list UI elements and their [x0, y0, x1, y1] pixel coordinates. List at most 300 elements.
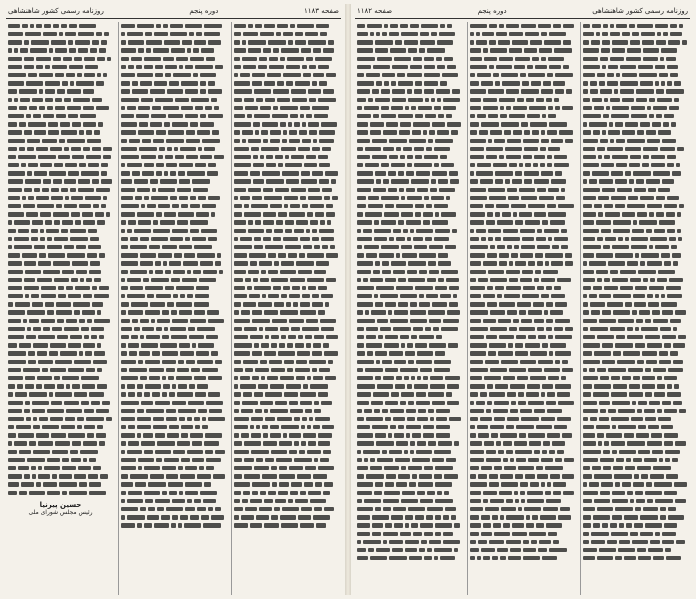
word-stroke: [363, 278, 368, 282]
word-stroke: [561, 245, 568, 249]
word-stroke: [273, 237, 280, 241]
word-stroke: [470, 384, 485, 388]
word-stroke: [99, 286, 110, 290]
word-stroke: [612, 48, 625, 52]
word-stroke: [593, 286, 601, 290]
word-stroke: [234, 458, 242, 462]
word-stroke: [520, 482, 528, 486]
word-stroke: [279, 474, 295, 478]
word-stroke: [357, 220, 372, 224]
word-stroke: [524, 179, 532, 183]
word-stroke: [544, 310, 548, 314]
word-stroke: [322, 147, 331, 151]
word-stroke: [294, 417, 299, 421]
word-stroke: [309, 130, 317, 134]
word-stroke: [638, 556, 651, 560]
word-stroke: [496, 441, 501, 445]
word-stroke: [487, 286, 493, 290]
word-stroke: [208, 196, 220, 200]
word-stroke: [511, 204, 527, 208]
word-stroke: [240, 73, 249, 77]
word-stroke: [307, 376, 311, 380]
word-stroke: [158, 253, 173, 257]
word-stroke: [206, 335, 218, 339]
word-stroke: [428, 310, 445, 314]
word-stroke: [315, 417, 330, 421]
word-stroke: [550, 343, 566, 347]
signature-title: رئیس مجلس شورای ملی: [28, 508, 93, 516]
word-stroke: [173, 450, 185, 454]
word-stroke: [562, 433, 573, 437]
word-stroke: [204, 32, 220, 36]
word-stroke: [59, 474, 72, 478]
word-stroke: [247, 114, 252, 118]
word-stroke: [146, 48, 151, 52]
word-stroke: [165, 155, 173, 159]
word-stroke: [591, 310, 599, 314]
word-stroke: [244, 441, 261, 445]
word-stroke: [184, 253, 196, 257]
text-line: [121, 423, 226, 431]
text-line: [121, 112, 226, 120]
text-line: [583, 538, 688, 546]
word-stroke: [266, 179, 284, 183]
word-stroke: [250, 523, 263, 527]
word-stroke: [509, 278, 518, 282]
word-stroke: [171, 48, 185, 52]
word-stroke: [128, 220, 135, 224]
word-stroke: [252, 319, 270, 323]
word-stroke: [8, 482, 19, 486]
word-stroke: [647, 343, 663, 347]
word-stroke: [403, 229, 408, 233]
word-stroke: [242, 130, 253, 134]
word-stroke: [667, 155, 675, 159]
word-stroke: [76, 245, 87, 249]
word-stroke: [530, 40, 542, 44]
word-stroke: [403, 147, 412, 151]
word-stroke: [143, 278, 149, 282]
word-stroke: [437, 65, 444, 69]
word-stroke: [19, 89, 37, 93]
word-stroke: [583, 507, 595, 511]
word-stroke: [439, 188, 455, 192]
word-stroke: [449, 302, 458, 306]
word-stroke: [389, 450, 402, 454]
word-stroke: [357, 474, 364, 478]
word-stroke: [663, 32, 668, 36]
word-stroke: [391, 106, 403, 110]
word-stroke: [24, 57, 35, 61]
word-stroke: [68, 368, 84, 372]
text-line: [8, 88, 113, 96]
word-stroke: [674, 81, 680, 85]
right-header-center: دوره پنجم: [477, 7, 507, 15]
text-line: [121, 292, 226, 300]
word-stroke: [357, 32, 368, 36]
word-stroke: [483, 491, 498, 495]
text-line: [234, 153, 339, 161]
word-stroke: [600, 376, 609, 380]
word-stroke: [495, 171, 513, 175]
text-line: [234, 440, 339, 448]
word-stroke: [234, 40, 240, 44]
word-stroke: [389, 139, 407, 143]
word-stroke: [610, 523, 617, 527]
word-stroke: [583, 122, 587, 126]
word-stroke: [162, 351, 179, 355]
word-stroke: [477, 73, 491, 77]
word-stroke: [172, 204, 179, 208]
text-line: [234, 227, 339, 235]
word-stroke: [655, 81, 659, 85]
word-stroke: [106, 212, 110, 216]
word-stroke: [524, 147, 538, 151]
word-stroke: [170, 32, 187, 36]
word-stroke: [260, 401, 273, 405]
word-stroke: [64, 401, 79, 405]
word-stroke: [557, 278, 571, 282]
text-line: [583, 489, 688, 497]
word-stroke: [241, 409, 253, 413]
word-stroke: [275, 401, 288, 405]
word-stroke: [130, 237, 137, 241]
word-stroke: [661, 302, 677, 306]
word-stroke: [389, 32, 398, 36]
word-stroke: [483, 499, 488, 503]
word-stroke: [494, 401, 509, 405]
word-stroke: [8, 122, 17, 126]
word-stroke: [83, 106, 95, 110]
word-stroke: [244, 212, 261, 216]
word-stroke: [382, 270, 391, 274]
word-stroke: [523, 540, 529, 544]
word-stroke: [541, 278, 556, 282]
text-line: [8, 55, 113, 63]
word-stroke: [506, 155, 521, 159]
word-stroke: [373, 114, 379, 118]
word-stroke: [501, 122, 519, 126]
word-stroke: [520, 278, 532, 282]
word-stroke: [428, 409, 434, 413]
word-stroke: [483, 261, 498, 265]
text-line: [357, 268, 462, 276]
word-stroke: [423, 433, 435, 437]
text-line: [234, 47, 339, 55]
word-stroke: [602, 188, 616, 192]
word-stroke: [470, 32, 474, 36]
word-stroke: [602, 310, 611, 314]
word-stroke: [34, 130, 46, 134]
word-stroke: [548, 376, 559, 380]
word-stroke: [390, 319, 408, 323]
word-stroke: [405, 523, 409, 527]
word-stroke: [596, 270, 609, 274]
word-stroke: [396, 482, 408, 486]
word-stroke: [154, 32, 168, 36]
word-stroke: [583, 163, 599, 167]
word-stroke: [33, 114, 41, 118]
word-stroke: [446, 392, 452, 396]
word-stroke: [488, 188, 505, 192]
word-stroke: [74, 392, 88, 396]
word-stroke: [520, 229, 535, 233]
word-stroke: [510, 384, 526, 388]
word-stroke: [190, 229, 199, 233]
word-stroke: [486, 409, 491, 413]
word-stroke: [675, 441, 687, 445]
word-stroke: [255, 130, 259, 134]
text-line: [357, 538, 462, 546]
word-stroke: [410, 65, 422, 69]
word-stroke: [622, 212, 636, 216]
word-stroke: [308, 122, 320, 126]
word-stroke: [177, 188, 191, 192]
word-stroke: [357, 278, 361, 282]
word-stroke: [151, 237, 168, 241]
word-stroke: [32, 401, 49, 405]
word-stroke: [288, 122, 292, 126]
word-stroke: [269, 360, 282, 364]
word-stroke: [386, 474, 395, 478]
word-stroke: [84, 335, 89, 339]
word-stroke: [234, 139, 240, 143]
word-stroke: [497, 220, 513, 224]
word-stroke: [552, 245, 558, 249]
text-line: [8, 399, 113, 407]
word-stroke: [55, 441, 70, 445]
word-stroke: [89, 491, 106, 495]
word-stroke: [503, 237, 520, 241]
text-line: [583, 47, 688, 55]
word-stroke: [438, 179, 447, 183]
word-stroke: [80, 278, 84, 282]
word-stroke: [406, 188, 415, 192]
word-stroke: [622, 130, 635, 134]
word-stroke: [57, 89, 65, 93]
word-stroke: [215, 450, 226, 454]
word-stroke: [136, 65, 142, 69]
word-stroke: [613, 466, 622, 470]
word-stroke: [57, 335, 68, 339]
word-stroke: [447, 122, 462, 126]
word-stroke: [81, 376, 99, 380]
word-stroke: [516, 458, 527, 462]
word-stroke: [435, 139, 453, 143]
word-stroke: [518, 401, 526, 405]
word-stroke: [325, 376, 336, 380]
word-stroke: [554, 163, 569, 167]
word-stroke: [121, 253, 138, 257]
word-stroke: [168, 114, 183, 118]
word-stroke: [377, 57, 392, 61]
word-stroke: [179, 417, 184, 421]
word-stroke: [583, 491, 598, 495]
word-stroke: [171, 278, 180, 282]
word-stroke: [357, 401, 369, 405]
word-stroke: [384, 24, 388, 28]
word-stroke: [24, 65, 35, 69]
word-stroke: [622, 376, 631, 380]
word-stroke: [156, 212, 161, 216]
word-stroke: [421, 540, 427, 544]
word-stroke: [68, 114, 77, 118]
word-stroke: [396, 286, 414, 290]
word-stroke: [52, 327, 63, 331]
word-stroke: [547, 433, 560, 437]
word-stroke: [490, 130, 503, 134]
word-stroke: [79, 24, 97, 28]
word-stroke: [357, 499, 362, 503]
word-stroke: [566, 89, 572, 93]
word-stroke: [264, 351, 276, 355]
word-stroke: [276, 32, 281, 36]
word-stroke: [357, 319, 375, 323]
word-stroke: [604, 155, 610, 159]
word-stroke: [194, 310, 206, 314]
text-line: [470, 38, 575, 46]
word-stroke: [29, 491, 45, 495]
word-stroke: [52, 65, 68, 69]
word-stroke: [328, 40, 334, 44]
text-line: [470, 79, 575, 87]
word-stroke: [635, 286, 647, 290]
word-stroke: [187, 450, 204, 454]
word-stroke: [300, 106, 311, 110]
word-stroke: [388, 310, 392, 314]
word-stroke: [71, 458, 82, 462]
text-line: [470, 30, 575, 38]
word-stroke: [50, 368, 67, 372]
word-stroke: [506, 89, 520, 93]
word-stroke: [548, 237, 552, 241]
word-stroke: [62, 220, 73, 224]
word-stroke: [156, 171, 161, 175]
word-stroke: [592, 98, 601, 102]
text-line: [470, 137, 575, 145]
word-stroke: [437, 40, 453, 44]
text-line: [234, 194, 339, 202]
word-stroke: [496, 32, 508, 36]
word-stroke: [60, 122, 69, 126]
text-line: [583, 456, 688, 464]
word-stroke: [25, 401, 30, 405]
word-stroke: [602, 65, 606, 69]
word-stroke: [183, 261, 198, 265]
word-stroke: [276, 458, 293, 462]
word-stroke: [121, 106, 125, 110]
word-stroke: [196, 286, 209, 290]
word-stroke: [62, 81, 67, 85]
word-stroke: [607, 540, 618, 544]
word-stroke: [626, 57, 642, 61]
text-line: [234, 399, 339, 407]
word-stroke: [121, 327, 132, 331]
word-stroke: [523, 286, 535, 290]
word-stroke: [430, 188, 437, 192]
word-stroke: [589, 368, 595, 372]
word-stroke: [657, 278, 668, 282]
word-stroke: [583, 392, 591, 396]
word-stroke: [599, 401, 611, 405]
word-stroke: [449, 171, 458, 175]
word-stroke: [198, 343, 214, 347]
word-stroke: [536, 425, 553, 429]
word-stroke: [190, 220, 208, 224]
word-stroke: [642, 163, 648, 167]
text-line: [8, 317, 113, 325]
word-stroke: [447, 384, 460, 388]
text-line: [121, 145, 226, 153]
word-stroke: [314, 335, 325, 339]
word-stroke: [622, 32, 629, 36]
text-line: [583, 137, 688, 145]
right-column-2: [467, 22, 577, 595]
word-stroke: [424, 81, 439, 85]
word-stroke: [198, 147, 202, 151]
text-line: [357, 300, 462, 308]
word-stroke: [660, 147, 675, 151]
word-stroke: [286, 65, 300, 69]
word-stroke: [318, 441, 330, 445]
word-stroke: [399, 188, 404, 192]
word-stroke: [643, 147, 658, 151]
word-stroke: [357, 229, 361, 233]
word-stroke: [263, 48, 270, 52]
word-stroke: [592, 24, 600, 28]
word-stroke: [602, 343, 614, 347]
word-stroke: [177, 441, 190, 445]
word-stroke: [53, 212, 69, 216]
word-stroke: [483, 106, 499, 110]
word-stroke: [128, 65, 133, 69]
word-stroke: [66, 384, 70, 388]
word-stroke: [454, 441, 459, 445]
word-stroke: [408, 48, 416, 52]
word-stroke: [44, 466, 60, 470]
word-stroke: [490, 499, 505, 503]
word-stroke: [208, 376, 222, 380]
word-stroke: [78, 188, 95, 192]
word-stroke: [470, 409, 484, 413]
word-stroke: [214, 106, 219, 110]
text-line: [357, 243, 462, 251]
word-stroke: [234, 286, 245, 290]
word-stroke: [398, 220, 404, 224]
word-stroke: [678, 237, 682, 241]
word-stroke: [309, 417, 313, 421]
word-stroke: [275, 155, 283, 159]
text-line: [234, 219, 339, 227]
word-stroke: [203, 270, 217, 274]
word-stroke: [234, 212, 242, 216]
text-line: [357, 88, 462, 96]
word-stroke: [611, 376, 619, 380]
word-stroke: [487, 401, 492, 405]
word-stroke: [192, 237, 207, 241]
word-stroke: [376, 548, 391, 552]
word-stroke: [200, 491, 217, 495]
word-stroke: [202, 417, 206, 421]
word-stroke: [323, 89, 335, 93]
text-line: [121, 169, 226, 177]
word-stroke: [407, 237, 411, 241]
word-stroke: [97, 425, 103, 429]
text-line: [121, 219, 226, 227]
word-stroke: [200, 89, 205, 93]
word-stroke: [415, 343, 427, 347]
word-stroke: [679, 204, 684, 208]
